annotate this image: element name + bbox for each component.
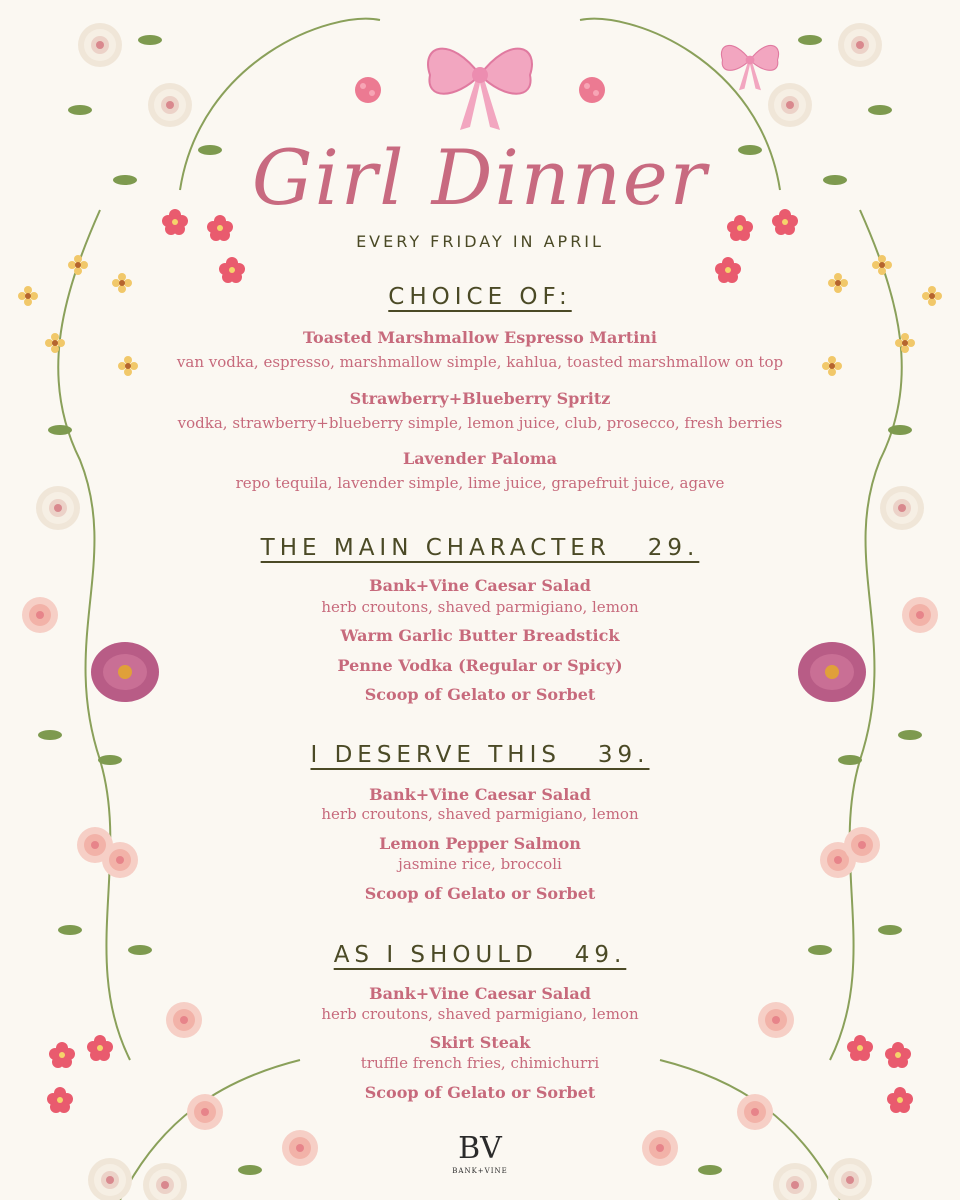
menu-item-name: Scoop of Gelato or Sorbet	[364, 685, 596, 704]
section-heading: THE MAIN CHARACTER 29.	[260, 535, 700, 561]
menu-item-name: Lavender Paloma	[402, 449, 558, 468]
menu-item-description: herb croutons, shaved parmigiano, lemon	[321, 1005, 639, 1023]
page-subtitle: EVERY FRIDAY IN APRIL	[356, 232, 604, 251]
menu-item-name: Skirt Steak	[429, 1033, 531, 1052]
menu-item-name: Toasted Marshmallow Espresso Martini	[302, 328, 657, 347]
menu-item-description: jasmine rice, broccoli	[398, 855, 562, 873]
menu-item-description: herb croutons, shaved parmigiano, lemon	[321, 805, 639, 823]
bow-icon	[721, 45, 778, 90]
menu-item-description: herb croutons, shaved parmigiano, lemon	[321, 598, 639, 616]
menu-item-name: Penne Vodka (Regular or Spicy)	[337, 656, 623, 675]
menu-item-name: Lemon Pepper Salmon	[379, 834, 581, 853]
menu-item-description: vodka, strawberry+blueberry simple, lemon juice, club, prosecco, fresh berries	[177, 414, 783, 432]
section-heading: I DESERVE THIS 39.	[310, 742, 650, 768]
bank-vine-logo	[440, 1132, 520, 1176]
logo-wordmark: BANK+VINE	[452, 1167, 508, 1175]
menu-item-name: Bank+Vine Caesar Salad	[369, 576, 591, 595]
menu-item-description: truffle french fries, chimichurri	[360, 1054, 600, 1072]
section-heading: CHOICE OF:	[388, 284, 572, 310]
menu-item-description: van vodka, espresso, marshmallow simple, kahlua, toasted marshmallow on top	[176, 353, 784, 371]
menu-item-name: Bank+Vine Caesar Salad	[369, 785, 591, 804]
page-title: Girl Dinner	[251, 133, 709, 222]
menu-item-description: repo tequila, lavender simple, lime juice, grapefruit juice, agave	[235, 474, 725, 492]
menu-item-name: Strawberry+Blueberry Spritz	[349, 389, 611, 408]
menu-item-name: Warm Garlic Butter Breadstick	[340, 626, 620, 645]
menu-item-name: Scoop of Gelato or Sorbet	[364, 1083, 596, 1102]
menu-item-name: Scoop of Gelato or Sorbet	[364, 884, 596, 903]
section-heading: AS I SHOULD 49.	[333, 942, 627, 968]
logo-mark: BV	[458, 1131, 502, 1166]
bow-icon	[428, 49, 532, 130]
menu-item-name: Bank+Vine Caesar Salad	[369, 984, 591, 1003]
